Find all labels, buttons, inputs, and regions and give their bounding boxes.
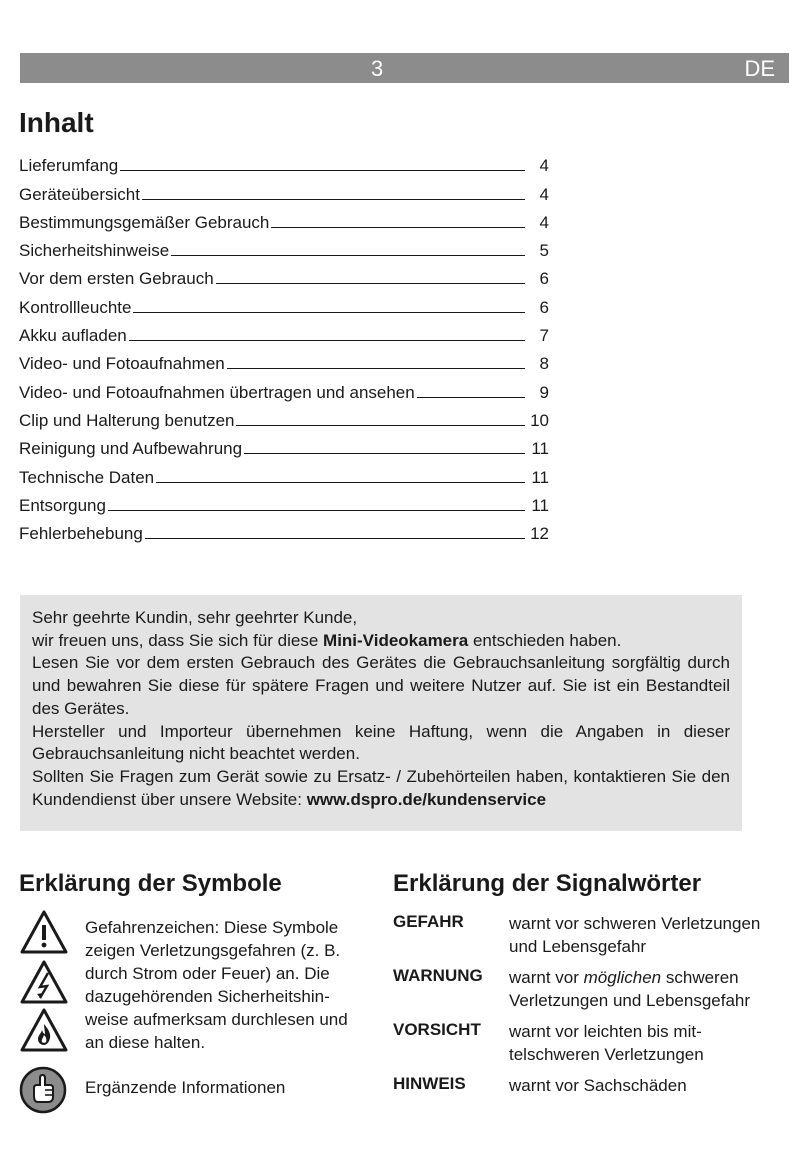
toc-entry[interactable] [19, 403, 549, 431]
signal-word: GEFAHR [393, 912, 464, 931]
toc-leader-line [133, 312, 525, 313]
toc-entry-page: 11 [531, 467, 549, 487]
toc-entry-label: Video- und Fotoaufnahmen übertragen und ansehen [19, 382, 415, 402]
toc-entry-label: Bestimmungsgemäßer Gebrauch [19, 212, 270, 232]
intro-para4: Sollten Sie Fragen zum Gerät sowie zu Ersatz- / Zubehörteilen haben, kontaktieren Sie den Kundendienst über unsere Website: www.dspro.de/kundenservice [32, 766, 730, 809]
intro-box [20, 595, 742, 831]
toc-entry-label: Technische Daten [19, 467, 155, 487]
table-of-contents [19, 148, 549, 544]
toc-leader-line [227, 368, 525, 369]
toc-leader-line [108, 510, 525, 511]
toc-entry[interactable] [19, 261, 549, 289]
signal-word-row [393, 912, 763, 958]
toc-leader-line [120, 170, 525, 171]
language-code: DE [744, 56, 775, 81]
signal-word-description: warnt vor schweren Verletzungen und Lebensgefahr [509, 914, 761, 956]
toc-entry-page: 4 [539, 156, 549, 176]
toc-entry-page: 10 [530, 410, 549, 430]
fire-hazard-icon [19, 1007, 69, 1053]
toc-leader-line [271, 227, 525, 228]
toc-leader-line [156, 482, 525, 483]
toc-entry[interactable] [19, 346, 549, 374]
toc-entry-label: Akku aufladen [19, 326, 127, 346]
toc-entry-page: 12 [530, 524, 549, 544]
toc-entry-label: Kontrollleuchte [19, 297, 132, 317]
toc-leader-line [417, 397, 525, 398]
intro-line2: wir freuen uns, dass Sie sich für diese Mini-Videokamera entschieden haben. [32, 630, 622, 650]
toc-entry[interactable] [19, 176, 549, 204]
toc-entry-page: 4 [539, 184, 549, 204]
intro-greeting: Sehr geehrte Kundin, sehr geehrter Kunde, [32, 608, 358, 627]
toc-entry-page: 8 [539, 354, 549, 374]
signal-word: WARNUNG [393, 966, 483, 985]
toc-entry[interactable] [19, 516, 549, 544]
signal-word-row [393, 1074, 763, 1097]
page-number: 3 [371, 56, 384, 81]
toc-entry[interactable] [19, 488, 549, 516]
toc-entry-page: 7 [539, 326, 549, 346]
intro-para2: Lesen Sie vor dem ersten Gebrauch des Gerätes die Gebrauchsanleitung sorgfältig durch und bewahren Sie diese für spätere Fragen und weitere Nutzer auf. Sie ist ein Bestandteil des Gerätes. [32, 653, 730, 718]
toc-leader-line [171, 255, 525, 256]
toc-entry-label: Vor dem ersten Gebrauch [19, 269, 214, 289]
toc-entry-label: Lieferumfang [19, 156, 119, 176]
toc-entry-label: Video- und Fotoaufnahmen [19, 354, 225, 374]
toc-entry-page: 11 [531, 439, 549, 459]
toc-entry[interactable] [19, 289, 549, 317]
toc-entry-page: 11 [531, 495, 549, 515]
toc-leader-line [142, 199, 525, 200]
toc-entry-label: Clip und Halterung benutzen [19, 410, 235, 430]
page-header-bar [20, 53, 789, 83]
product-name: Mini-Videokamera [323, 630, 469, 650]
toc-entry[interactable] [19, 318, 549, 346]
toc-leader-line [145, 538, 525, 539]
signal-word-description: warnt vor leichten bis mittelschweren Verletzungen [509, 1022, 704, 1064]
signal-word-row [393, 1020, 763, 1066]
intro-para3: Hersteller und Importeur übernehmen keine Haftung, wenn die Angaben in dieser Gebrauchsanleitung nicht beachtet werden. [32, 721, 730, 764]
signal-word-description: warnt vor möglichen schweren Verletzungen und Lebensgefahr [509, 968, 751, 1010]
toc-entry-page: 9 [539, 382, 549, 402]
toc-entry-label: Entsorgung [19, 495, 106, 515]
electric-shock-icon [19, 959, 69, 1005]
toc-entry[interactable] [19, 233, 549, 261]
toc-entry[interactable] [19, 205, 549, 233]
signal-words-list [393, 912, 763, 1105]
toc-leader-line [236, 425, 525, 426]
toc-entry-label: Sicherheitshinweise [19, 241, 170, 261]
toc-title: Inhalt [19, 107, 94, 138]
signal-word-description: warnt vor Sachschäden [509, 1076, 687, 1095]
signal-word-row [393, 966, 763, 1012]
toc-entry[interactable] [19, 374, 549, 402]
toc-entry-page: 5 [539, 241, 549, 261]
hazard-symbols-description: Gefahrenzeichen: Diese Symbole zeigen Verletzungsgefahren (z. B. durch Strom oder Feuer) an. Die dazugehörenden Sicherheitshinweise aufmerksam durchlesen und an diese halten. [85, 918, 348, 1052]
website-link[interactable]: www.dspro.de/kundenservice [306, 789, 547, 809]
toc-leader-line [244, 453, 525, 454]
toc-entry-label: Fehlerbehebung [19, 524, 143, 544]
toc-entry-page: 6 [539, 297, 549, 317]
info-hand-icon [19, 1066, 69, 1114]
signal-word: VORSICHT [393, 1020, 481, 1039]
toc-entry[interactable] [19, 459, 549, 487]
toc-entry[interactable] [19, 148, 549, 176]
signal-words-title: Erklärung der Signalwörter [393, 870, 702, 897]
toc-entry-label: Reinigung und Aufbewahrung [19, 439, 243, 459]
toc-leader-line [129, 340, 525, 341]
signal-word: HINWEIS [393, 1074, 466, 1093]
toc-entry-page: 4 [539, 212, 549, 232]
symbols-title: Erklärung der Symbole [19, 870, 282, 897]
warning-triangle-icon [19, 909, 69, 955]
toc-entry[interactable] [19, 431, 549, 459]
toc-leader-line [216, 283, 525, 284]
toc-entry-label: Geräteübersicht [19, 184, 140, 204]
toc-entry-page: 6 [539, 269, 549, 289]
info-symbol-description: Ergänzende Informationen [85, 1078, 286, 1097]
